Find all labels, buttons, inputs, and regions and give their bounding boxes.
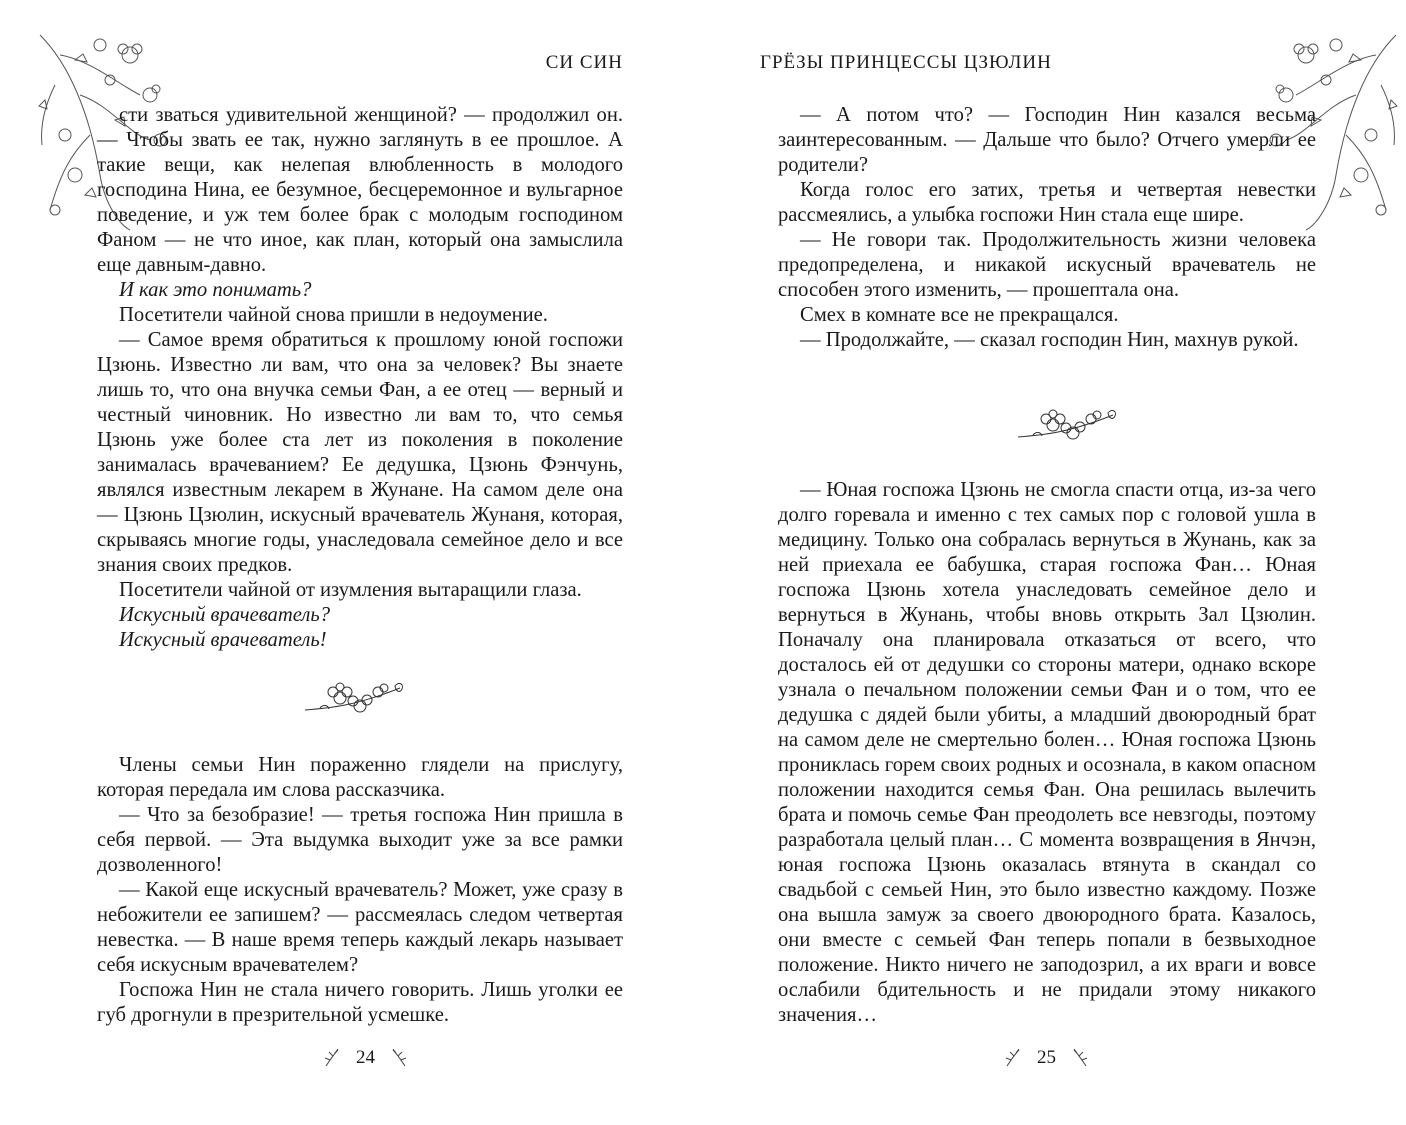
text-block-bottom [97, 753, 623, 1028]
page-number [1003, 1046, 1090, 1070]
paragraph: — Продолжайте, — сказал господин Нин, махнув рукой. [800, 329, 1299, 351]
running-head: СИ СИН [545, 52, 623, 73]
text-block-top [97, 103, 623, 653]
flower-divider-icon [1013, 395, 1123, 455]
right-page [703, 0, 1406, 1125]
paragraph: — Юная госпожа Цзюнь не смогла спасти отца, из-за чего долго горевала и именно с тех самых пор с головой ушла в медицину. Только она собралась вернуться в Жунань, как за ней приехала ее бабушка, старая госпожа Фан… Юная госпожа Цзюнь хотела унаследовать семейное дело и вернуться в Жунань, чтобы вновь открыть Зал Цзюлин. Поначалу она планировала отказаться от всего, что досталось ей от дедушки со стороны матери, однако вскоре узнала о печальном положении семьи Фан и о том, что ее дедушка с дядей были убиты, а младший двоюродный брат на самом деле не смертельно болен… Юная госпожа Цзюнь прониклась горем своих родных и осознала, в каком опасном положении находится семья Фан. Она решилась вылечить брата и помочь семье Фан преодолеть все невзгоды, поэтому разработала целый план… С момента возвращения в Янчэн, юная госпожа Цзюнь оказалась втянута в скандал со свадьбой с семьей Нин, это было известно каждому. Позже она вышла замуж за своего двоюродного брата. Казалось, они вместе с семьей Фан теперь попали в безвыходное положение. Никто ничего не заподозрил, а их враги и вовсе ослабили бдительность и не придали этому никакого значения… [778, 479, 1316, 1026]
page-number-text: 24 [356, 1047, 375, 1068]
paragraph-italic: И как это понимать? [119, 279, 312, 301]
paragraph: Посетители чайной снова пришли в недоумение. [119, 304, 548, 326]
sprig-right-icon [1070, 1046, 1090, 1070]
paragraph: — А потом что? — Господин Нин казался весьма заинтересованным. — Дальше что было? Отчего умерли ее родители? [778, 104, 1316, 176]
page-number [322, 1046, 409, 1070]
text-block-bottom [778, 478, 1316, 1028]
paragraph: Когда голос его затих, третья и четвертая невестки рассмеялись, а улыбка госпожи Нин стала еще шире. [778, 179, 1316, 226]
text-block-top [778, 103, 1316, 353]
running-head: ГРЁЗЫ ПРИНЦЕССЫ ЦЗЮЛИН [760, 52, 1052, 73]
paragraph: — Самое время обратиться к прошлому юной госпожи Цзюнь. Известно ли вам, что она за человек? Вы знаете лишь то, что она внучка семьи Фан, а ее отец — верный и честный чиновник. Но известно ли вам то, что семья Цзюнь уже более ста лет из поколения в поколение занималась врачеванием? Ее дедушка, Цзюнь Фэнчунь, являлся известным лекарем в Жунане. На самом деле она — Цзюнь Цзюлин, искусный врачеватель Жунаня, которая, скрываясь многие годы, унаследовала семейное дело и все знания своих предков. [97, 329, 623, 576]
paragraph-italic: Искусный врачеватель! [119, 629, 327, 651]
paragraph: Посетители чайной от изумления вытаращили глаза. [119, 579, 582, 601]
paragraph: Госпожа Нин не стала ничего говорить. Лишь уголки ее губ дрогнули в презрительной усмешке. [97, 979, 623, 1026]
flower-divider-icon [300, 668, 410, 728]
paragraph: Члены семьи Нин пораженно глядели на прислугу, которая передала им слова рассказчика. [97, 754, 623, 801]
sprig-left-icon [1003, 1046, 1023, 1070]
paragraph: — Не говори так. Продолжительность жизни человека предопределена, и никакой искусный врачеватель не способен этого изменить, — прошептала она. [778, 229, 1316, 301]
sprig-right-icon [389, 1046, 409, 1070]
page-number-text: 25 [1037, 1047, 1056, 1068]
paragraph-italic: Искусный врачеватель? [119, 604, 331, 626]
sprig-left-icon [322, 1046, 342, 1070]
paragraph: — Какой еще искусный врачеватель? Может, уже сразу в небожители ее запишем? — рассмеялась следом четвертая невестка. — В наше время теперь каждый лекарь называет себя искусным врачевателем? [97, 879, 623, 976]
paragraph: сти зваться удивительной женщиной? — продолжил он. — Чтобы звать ее так, нужно заглянуть в ее прошлое. А такие вещи, как нелепая влюбленность в молодого господина Нина, ее безумное, бесцеремонное и вульгарное поведение, и уж тем более брак с молодым господином Фаном — не что иное, как план, который она замыслила еще давным-давно. [97, 104, 623, 276]
paragraph: Смех в комнате все не прекращался. [800, 304, 1119, 326]
paragraph: — Что за безобразие! — третья госпожа Нин пришла в себя первой. — Эта выдумка выходит уже за все рамки дозволенного! [97, 804, 623, 876]
